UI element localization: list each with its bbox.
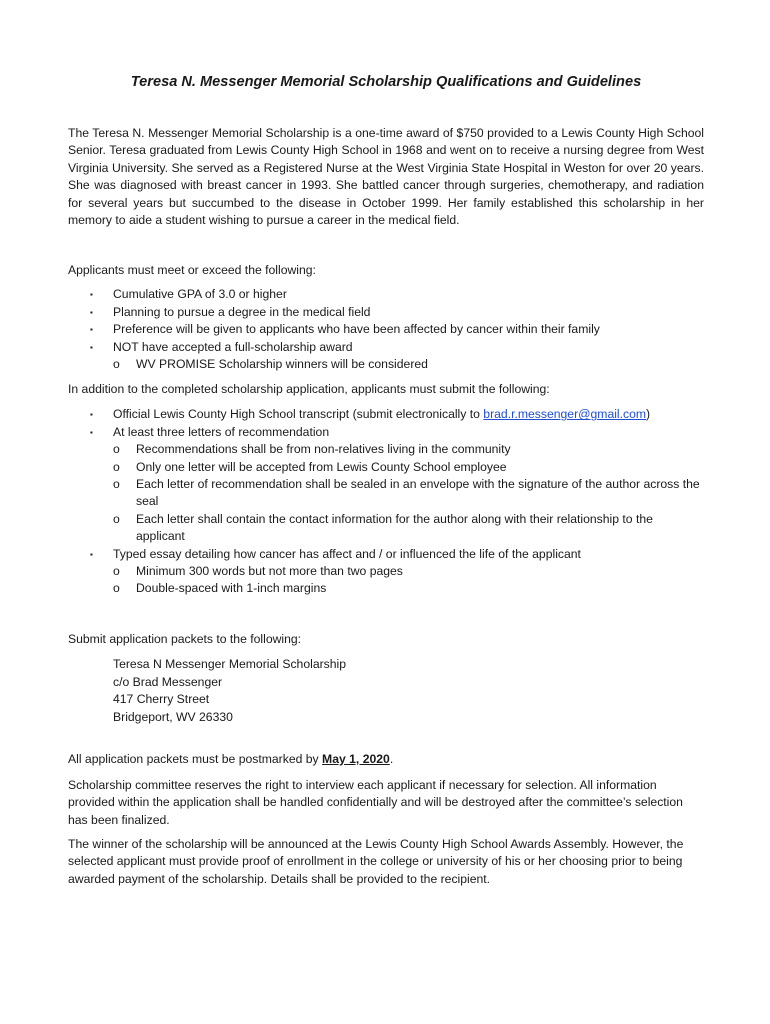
intro-paragraph: The Teresa N. Messenger Memorial Scholarship is a one-time award of $750 provided to a Lewis County High School Senior. Teresa graduated from Lewis County High School in 1968 and went on to receive a nursing degree from West Virginia University. She served as a Registered Nurse at the West Virginia State Hospital in Weston for over 20 years. She was diagnosed with breast cancer in 1993. She battled cancer through surgeries, chemotherapy, and radiation for several years but succumbed to the disease in October 1999. Her family established this scholarship in her memory to aide a student wishing to pursue a career in the medical field.	[68, 126, 704, 228]
circle-bullet-icon: o	[113, 564, 120, 579]
list-item: ▪ At least three letters of recommendation o Recommendations shall be from non-relatives living in the community o Only one letter will be accepted from Lewis County School employee o Each letter of recommendation shall be sealed in an envelope with the signature of the author across the seal o Each letter shall contain the contact information for the author along with their relationship to the applicant	[68, 424, 704, 546]
circle-bullet-icon: o	[113, 442, 120, 457]
sub-list-item: o Minimum 300 words but not more than two pages	[68, 563, 704, 580]
address-line: Teresa N Messenger Memorial Scholarship	[113, 657, 347, 672]
committee-paragraph: Scholarship committee reserves the right to interview each applicant if necessary for selection. All information provided within the application shall be handled confidentially and will be destroyed after the committee’s selection has been finalized.	[68, 778, 683, 827]
deadline-date: May 1, 2020	[322, 752, 390, 766]
list-item: ▪ Typed essay detailing how cancer has affect and / or influenced the life of the applicant o Minimum 300 words but not more than two pages o Double-spaced with 1-inch margins	[68, 546, 704, 598]
requirements-list	[68, 286, 704, 373]
mailing-address	[68, 656, 704, 726]
circle-bullet-icon: o	[113, 511, 120, 526]
sub-list	[113, 563, 704, 598]
list-item: ▪ Preference will be given to applicants who have been affected by cancer within their family	[68, 321, 704, 338]
sub-list-item: o Only one letter will be accepted from Lewis County School employee	[68, 459, 704, 476]
deadline-paragraph: All application packets must be postmarked by May 1, 2020.	[68, 752, 394, 766]
bullet-icon: ▪	[90, 290, 93, 300]
address-line: c/o Brad Messenger	[113, 674, 223, 689]
list-item: ▪ Official Lewis County High School transcript (submit electronically to brad.r.messenger@gmail.com)	[68, 406, 704, 423]
address-heading: Submit application packets to the following:	[68, 632, 302, 646]
address-section	[68, 631, 704, 726]
list-item: ▪ Cumulative GPA of 3.0 or higher	[68, 286, 704, 303]
bullet-icon: ▪	[90, 307, 93, 317]
circle-bullet-icon: o	[113, 581, 120, 596]
circle-bullet-icon: o	[113, 459, 120, 474]
sub-list-item: o Double-spaced with 1-inch margins	[68, 580, 704, 597]
requirements-section	[68, 262, 704, 373]
bullet-icon: ▪	[90, 325, 93, 335]
bullet-icon: ▪	[90, 342, 93, 352]
bullet-icon: ▪	[90, 549, 93, 559]
sub-list	[113, 441, 704, 545]
sub-list-item: o Each letter of recommendation shall be sealed in an envelope with the signature of the author across the seal	[113, 477, 700, 509]
sub-list-item: o Recommendations shall be from non-relatives living in the community	[68, 441, 704, 458]
requirements-heading: Applicants must meet or exceed the following:	[68, 263, 316, 277]
submission-list	[68, 406, 704, 597]
submission-heading: In addition to the completed scholarship application, applicants must submit the following:	[68, 382, 550, 396]
email-link[interactable]: brad.r.messenger@gmail.com	[483, 407, 647, 422]
circle-bullet-icon: o	[113, 477, 120, 492]
sub-list	[113, 356, 704, 373]
submission-section	[68, 381, 704, 598]
sub-list-item: o WV PROMISE Scholarship winners will be considered	[68, 356, 704, 373]
address-line: 417 Cherry Street	[113, 692, 210, 707]
bullet-icon: ▪	[90, 427, 93, 437]
winner-paragraph: The winner of the scholarship will be announced at the Lewis County High School Awards Assembly. However, the selected applicant must provide proof of enrollment in the college or university of his or her choosing prior to being awarded payment of the scholarship. Details shall be provided to the recipient.	[68, 837, 684, 886]
list-item: ▪ Planning to pursue a degree in the medical field	[68, 304, 704, 321]
circle-bullet-icon: o	[113, 357, 120, 372]
sub-list-item: o Each letter shall contain the contact information for the author along with their relationship to the applicant	[113, 511, 653, 544]
list-item: ▪ NOT have accepted a full-scholarship award o WV PROMISE Scholarship winners will be considered	[68, 339, 704, 374]
address-line: Bridgeport, WV 26330	[113, 709, 233, 724]
bullet-icon: ▪	[90, 410, 93, 420]
page-title: Teresa N. Messenger Memorial Scholarship Qualifications and Guidelines	[130, 74, 642, 90]
